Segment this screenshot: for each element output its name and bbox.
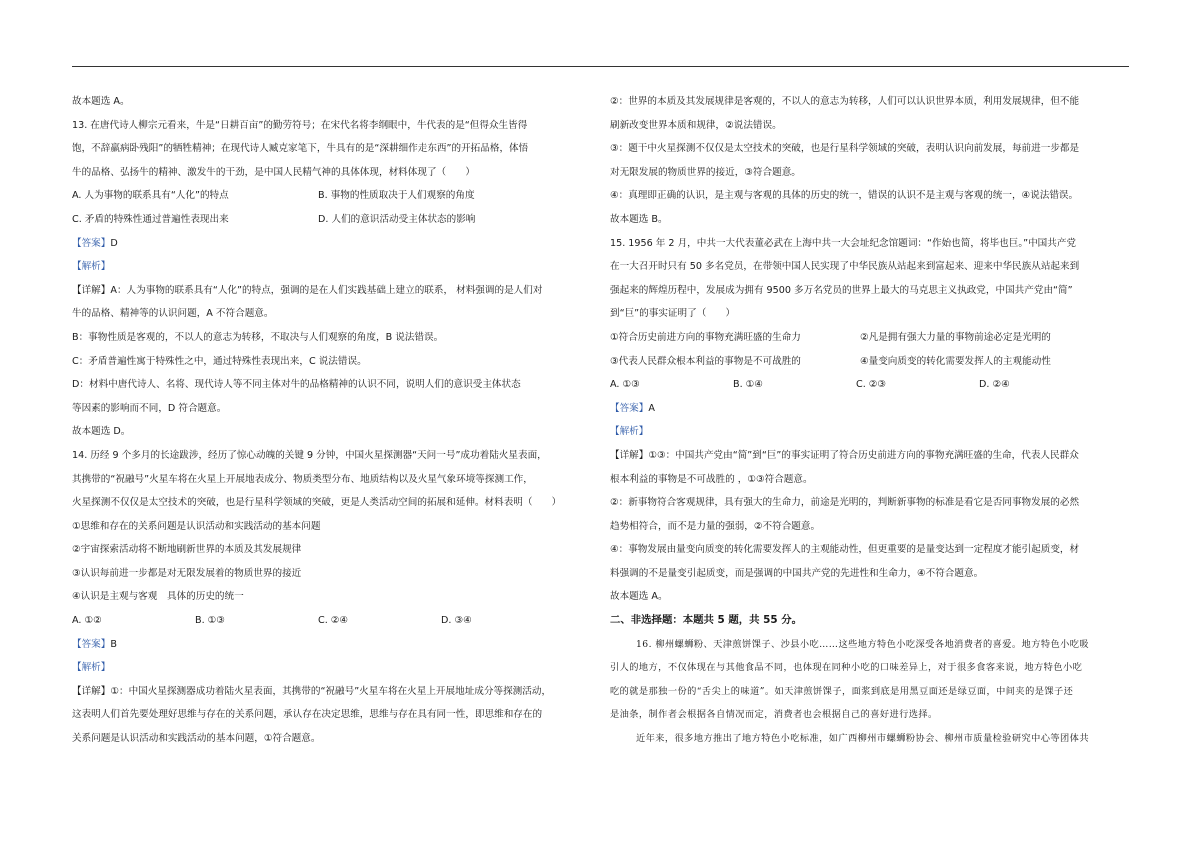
text-line: ②：新事物符合客观规律，具有强大的生命力，前途是光明的，判断新事物的标准是看它是否同事物发展的必然 — [610, 497, 1080, 509]
answer-tag: 【答案】 — [72, 638, 111, 650]
answer-option: C. ②④ — [318, 615, 348, 627]
answer-option: B. 事物的性质取决于人们观察的角度 — [318, 190, 475, 202]
text-line: 引人的地方，不仅体现在与其他食品不同，也体现在同种小吃的口味差异上，对于很多食客来说，地方特色小吃 — [610, 662, 1083, 674]
text-line: ①思维和存在的关系问题是认识活动和实践活动的基本问题 — [72, 520, 321, 532]
answer-option: ①符合历史前进方向的事物充满旺盛的生命力 — [610, 331, 801, 343]
answer-tag: 【解析】 — [610, 426, 649, 438]
text-line: 故本题选 D。 — [72, 426, 131, 438]
text-line: ④：真理即正确的认识，是主观与客观的具体的历史的统一，错误的认识不是主观与客观的统一，④说法错误。 — [610, 190, 1079, 202]
text-line — [72, 255, 592, 279]
answer-option: D. ②④ — [979, 379, 1010, 391]
text-line: 料强调的不是量变引起质变，而是强调的中国共产党的先进性和生命力，④不符合题意。 — [610, 567, 984, 579]
text-line: 对无限发展的物质世界的接近，③符合题意。 — [610, 166, 801, 178]
answer-options — [610, 350, 1130, 374]
answer-option: A. 人为事物的联系具有“人化”的特点 — [72, 190, 229, 202]
text-line: 故本题选 A。 — [72, 96, 130, 107]
text-line: ②：世界的本质及其发展规律是客观的，不以人的意志为转移，人们可以认识世界本质，利用发展规律，但不能 — [610, 96, 1080, 107]
text-line: 根本利益的事物是不可战胜的 ，①③符合题意。 — [610, 473, 813, 485]
left-column — [72, 90, 592, 751]
answer-options — [610, 373, 1130, 397]
answer-options — [610, 326, 1130, 350]
text-line — [610, 420, 1130, 444]
text-line: 【详解】①③：中国共产党由“简”到“巨”的事实证明了符合历史前进方向的事物充满旺盛的生命，代表人民群众 — [610, 449, 1079, 461]
text-line: ③：题干中火星探测不仅仅是太空技术的突破，也是行星科学领域的突破，表明认识向前发展，每前进一步都是 — [610, 143, 1080, 155]
text-line: 刷新改变世界本质和规律，②说法错误。 — [610, 119, 782, 131]
answer-option: C. 矛盾的特殊性通过普遍性表现出来 — [72, 213, 229, 225]
right-column — [610, 90, 1130, 751]
answer-option: A. ①② — [72, 615, 102, 627]
text-line: B：事物性质是客观的，不以人的意志为转移，不取决与人们观察的角度，B 说法错误。 — [72, 331, 444, 343]
text-line — [72, 656, 592, 680]
answer-value: B — [110, 638, 117, 650]
answer-tag: 【答案】 — [72, 237, 111, 249]
text-line: 近年来，很多地方推出了地方特色小吃标准，如广西柳州市螺蛳粉协会、柳州市质量检验研究中心等团体共 — [636, 733, 1089, 745]
text-line: ②宇宙探索活动将不断地刷新世界的本质及其发展规律 — [72, 544, 302, 556]
answer-tag: 【答案】 — [610, 402, 649, 414]
text-line: 牛的品格、精神等的认识问题，A 不符合题意。 — [72, 308, 274, 320]
text-line: ③认识每前进一步都是对无限发展着的物质世界的接近 — [72, 567, 302, 579]
text-line — [610, 397, 1130, 421]
text-line: 13. 在唐代诗人柳宗元看来，牛是“日耕百亩”的勤劳符号；在宋代名将李纲眼中，牛代表的是“但得众生皆得 — [72, 119, 528, 131]
answer-value: D — [110, 237, 118, 249]
answer-option: C. ②③ — [856, 379, 886, 391]
text-line: 其携带的“祝融号”火星车将在火星上开展地表成分、物质类型分布、地质结构以及火星气象环境等探测工作， — [72, 473, 533, 485]
text-line: 等因素的影响而不同，D 符合题意。 — [72, 402, 227, 414]
text-line: 在一大召开时只有 50 多名党员，在带领中国人民实现了中华民族从站起来到富起来、迎来中华民族从站起来到 — [610, 261, 1080, 273]
text-line: 强起来的辉煌历程中，发展成为拥有 9500 多万名党员的世界上最大的马克思主义执政党，中国共产党由“简” — [610, 284, 1073, 296]
answer-option: ④量变向质变的转化需要发挥人的主观能动性 — [860, 355, 1051, 367]
text-line: 16. 柳州螺蛳粉、天津煎饼馃子、沙县小吃……这些地方特色小吃深受各地消费者的喜爱。地方特色小吃吸 — [636, 638, 1090, 650]
text-line: 关系问题是认识活动和实践活动的基本问题，①符合题意。 — [72, 733, 321, 745]
header-rule — [72, 66, 1129, 67]
text-line — [72, 232, 592, 256]
answer-option: A. ①③ — [610, 379, 640, 391]
answer-options — [72, 609, 592, 633]
answer-option: D. ③④ — [441, 615, 472, 627]
text-line: 故本题选 A。 — [610, 591, 668, 603]
text-line: C：矛盾普遍性寓于特殊性之中，通过特殊性表现出来，C 说法错误。 — [72, 355, 367, 367]
text-line: 【详解】A：人为事物的联系具有“人化”的特点，强调的是在人们实践基础上建立的联系， 材料强调的是人们对 — [72, 284, 543, 296]
text-line: 火星探测不仅仅是太空技术的突破，也是行星科学领域的突破，更是人类活动空间的拓展和延伸。材料表明（ ） — [72, 497, 562, 509]
text-line: ④：事物发展由量变向质变的转化需要发挥人的主观能动性，但更重要的是量变达到一定程度才能引起质变，材 — [610, 544, 1080, 556]
text-line: 吃的就是那独一份的“舌尖上的味道”。如天津煎饼馃子，面浆到底是用黑豆面还是绿豆面，中间夹的是馃子还 — [610, 685, 1074, 697]
text-line: D：材料中唐代诗人、名将、现代诗人等不同主体对牛的品格精神的认识不同，说明人们的意识受主体状态 — [72, 379, 521, 391]
text-line: 趋势相符合，而不是力量的强弱，②不符合题意。 — [610, 520, 821, 532]
answer-option: ③代表人民群众根本利益的事物是不可战胜的 — [610, 355, 801, 367]
answer-option: B. ①④ — [733, 379, 763, 391]
text-line: 到“巨”的事实证明了（ ） — [610, 308, 736, 320]
text-line: ④认识是主观与客观 具体的历史的统一 — [72, 591, 244, 603]
text-line: 故本题选 B。 — [610, 213, 668, 225]
section-heading: 二、非选择题：本题共 5 题，共 55 分。 — [610, 614, 803, 627]
text-line: 饱，不辞羸病卧残阳”的牺牲精神；在现代诗人臧克家笔下，牛具有的是“深耕细作走东西”的开拓品格，体悟 — [72, 143, 529, 155]
answer-option: ②凡是拥有强大力量的事物前途必定是光明的 — [860, 331, 1051, 343]
answer-tag: 【解析】 — [72, 662, 111, 674]
answer-option: D. 人们的意识活动受主体状态的影响 — [318, 213, 476, 225]
answer-tag: 【解析】 — [72, 261, 111, 273]
text-line: 【详解】①：中国火星探测器成功着陆火星表面，其携带的“祝融号”火星车将在火星上开展地址成分等探测活动， — [72, 685, 552, 697]
answer-options — [72, 184, 592, 208]
text-line: 是油条，制作者会根据各自情况而定，消费者也会根据自己的喜好进行选择。 — [610, 709, 938, 721]
answer-option: B. ①③ — [195, 615, 225, 627]
text-line: 这表明人们首先要处理好思维与存在的关系问题，承认存在决定思维，思维与存在具有同一性，即思维和存在的 — [72, 709, 543, 721]
text-line: 15. 1956 年 2 月，中共一大代表董必武在上海中共一大会址纪念馆题词：“作始也简，将毕也巨。”中国共产党 — [610, 237, 1077, 249]
answer-value: A — [648, 402, 655, 414]
answer-options — [72, 208, 592, 232]
text-line: 14. 历经 9 个多月的长途跋涉，经历了惊心动魄的关键 9 分钟，中国火星探测器“天问一号”成功着陆火星表面， — [72, 449, 547, 461]
text-line: 牛的品格、弘扬牛的精神、激发牛的干劲，是中国人民精气神的具体体现，材料体现了（ ） — [72, 166, 475, 178]
text-line — [72, 633, 592, 657]
